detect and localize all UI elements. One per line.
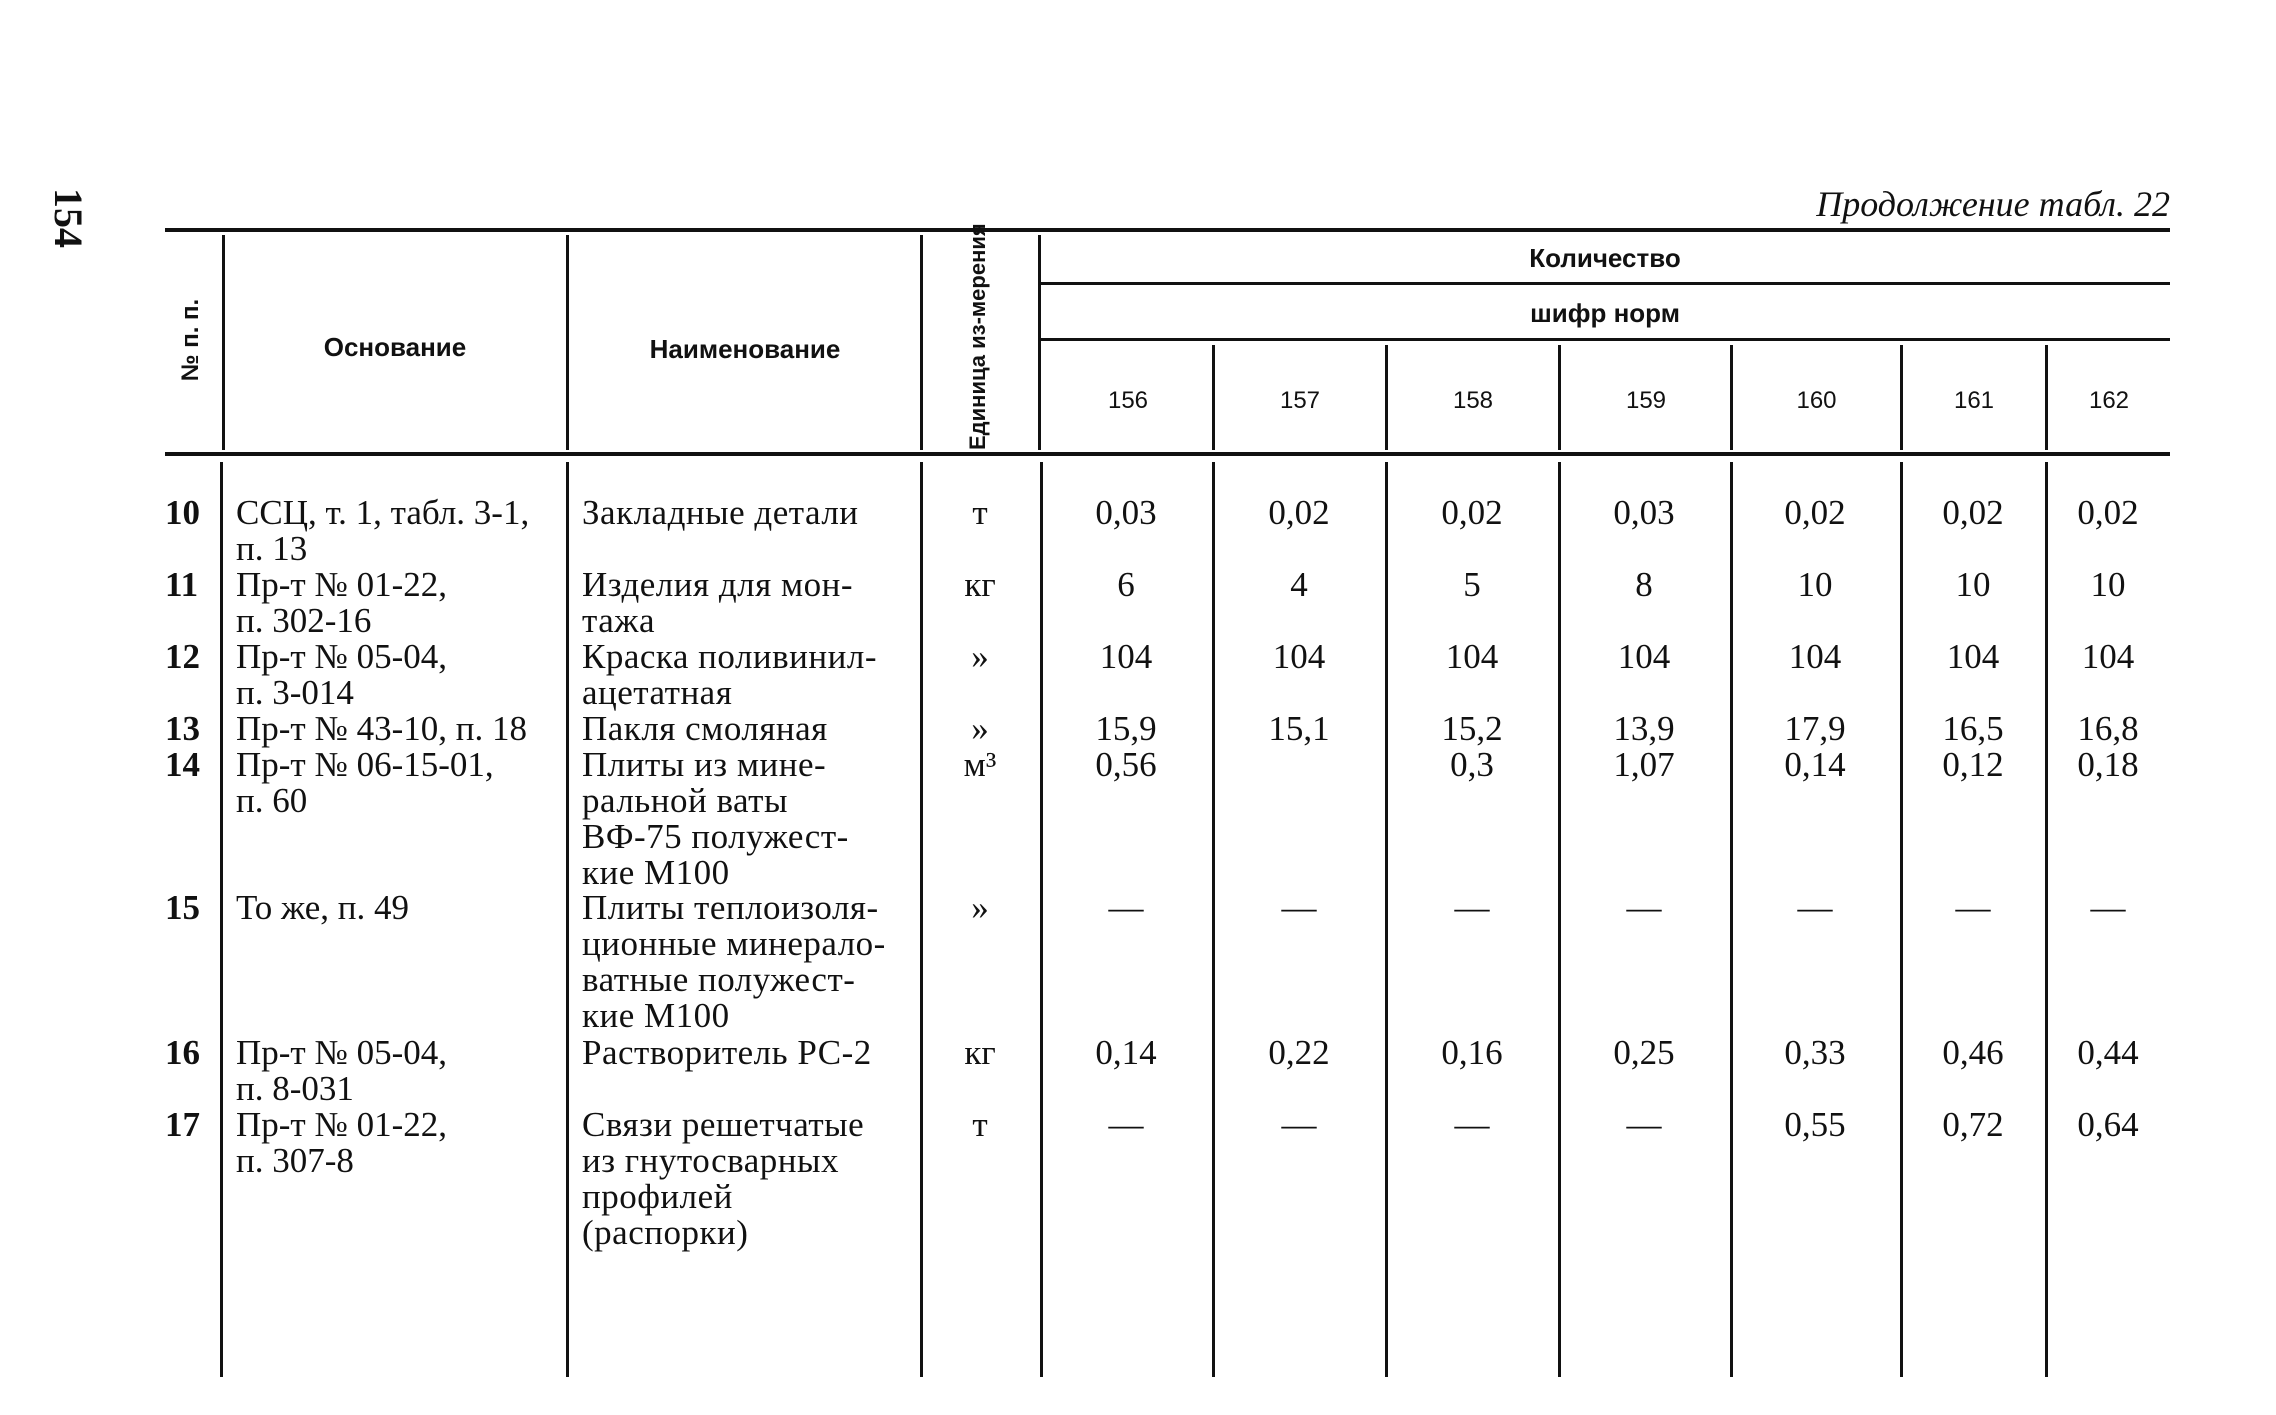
top-rule	[165, 228, 2170, 232]
unit-cell: т	[972, 1105, 988, 1144]
value-cell: 0,33	[1784, 1033, 1846, 1072]
value-cell: —	[1281, 888, 1317, 927]
basis-line: Пр-т № 06-15-01,	[236, 745, 494, 784]
value-cell: 104	[1946, 637, 2000, 676]
unit-cell: »	[971, 888, 989, 927]
value-cell: 0,46	[1942, 1033, 2004, 1072]
unit-cell: м³	[963, 745, 997, 784]
value-cell: 16,8	[2077, 709, 2139, 748]
basis-line: п. 302-16	[236, 601, 372, 640]
value-cell: 104	[1788, 637, 1842, 676]
unit-cell: »	[971, 637, 989, 676]
value-cell: 15,1	[1268, 709, 1330, 748]
basis-line: То же, п. 49	[236, 888, 409, 927]
col-divider	[1558, 462, 1561, 1377]
value-cell: 0,02	[1268, 493, 1330, 532]
header-num: № п. п.	[177, 298, 204, 382]
basis-line: Пр-т № 01-22,	[236, 1105, 448, 1144]
value-cell: 104	[1445, 637, 1499, 676]
value-cell: 104	[1617, 637, 1671, 676]
unit-cell: »	[971, 709, 989, 748]
value-cell: 16,5	[1942, 709, 2004, 748]
header-basis: Основание	[323, 332, 467, 362]
unit-cell: т	[972, 493, 988, 532]
header-bottom-rule	[165, 452, 2170, 456]
header-unit: Единица из-мерения	[965, 223, 990, 450]
name-line: (распорки)	[582, 1213, 749, 1252]
name-line: Растворитель РС-2	[582, 1033, 872, 1072]
row-number: 15	[165, 888, 200, 927]
name-line: из гнутосварных	[582, 1141, 839, 1180]
value-cell: 0,14	[1784, 745, 1846, 784]
value-cell: 17,9	[1784, 709, 1846, 748]
name-line: Связи решетчатые	[582, 1105, 865, 1144]
basis-line: Пр-т № 01-22,	[236, 565, 448, 604]
value-cell: 0,22	[1268, 1033, 1330, 1072]
value-cell: 0,44	[2077, 1033, 2139, 1072]
col-divider	[566, 462, 569, 1377]
name-line: ральной ваты	[582, 781, 788, 820]
row-number: 17	[165, 1105, 200, 1144]
norms-rule	[1040, 338, 2170, 341]
code-156: 156	[1107, 387, 1149, 414]
value-cell: 0,02	[1441, 493, 1503, 532]
col-divider	[566, 235, 569, 450]
value-cell: 0,3	[1450, 745, 1494, 784]
value-cell: —	[1626, 1105, 1662, 1144]
value-cell: 0,02	[2077, 493, 2139, 532]
col-divider	[920, 235, 923, 450]
basis-line: Пр-т № 05-04,	[236, 637, 448, 676]
basis-line: п. 60	[236, 781, 308, 820]
value-cell: 0,12	[1942, 745, 2004, 784]
unit-cell: кг	[964, 1033, 996, 1072]
value-cell: 0,14	[1095, 1033, 1157, 1072]
name-line: Плиты теплоизоля-	[582, 888, 879, 927]
row-number: 11	[165, 565, 199, 604]
value-cell: 104	[2081, 637, 2135, 676]
value-cell: —	[2090, 888, 2126, 927]
col-divider	[1730, 462, 1733, 1377]
value-cell: 15,9	[1095, 709, 1157, 748]
value-cell: —	[1626, 888, 1662, 927]
value-cell: 15,2	[1441, 709, 1503, 748]
value-cell: 104	[1272, 637, 1326, 676]
basis-line: п. 8-031	[236, 1069, 354, 1108]
basis-line: п. 307-8	[236, 1141, 354, 1180]
value-cell: 1,07	[1613, 745, 1675, 784]
basis-line: Пр-т № 05-04,	[236, 1033, 448, 1072]
row-number: 10	[165, 493, 200, 532]
value-cell: —	[1454, 888, 1490, 927]
name-line: ционные минерало-	[582, 924, 886, 963]
value-cell: 13,9	[1613, 709, 1675, 748]
value-cell: —	[1454, 1105, 1490, 1144]
name-line: кие М100	[582, 996, 730, 1035]
value-cell: 10	[1797, 565, 1833, 604]
basis-line: п. 13	[236, 529, 308, 568]
col-divider	[1040, 462, 1043, 1377]
value-cell: 0,64	[2077, 1105, 2139, 1144]
code-160: 160	[1796, 387, 1837, 414]
quantity-rule	[1040, 282, 2170, 285]
code-158: 158	[1452, 387, 1494, 414]
value-cell: 8	[1635, 565, 1653, 604]
row-number: 14	[165, 745, 200, 784]
header-name: Наименование	[649, 334, 841, 364]
name-line: ацетатная	[582, 673, 733, 712]
value-cell: 0,55	[1784, 1105, 1846, 1144]
header-norms-code: шифр норм	[1530, 298, 1680, 328]
value-cell: —	[1281, 1105, 1317, 1144]
value-cell: 0,02	[1942, 493, 2004, 532]
value-cell: 6	[1117, 565, 1135, 604]
value-cell: 10	[1955, 565, 1991, 604]
value-cell: —	[1108, 888, 1144, 927]
code-157: 157	[1279, 387, 1321, 414]
value-cell: 5	[1463, 565, 1481, 604]
name-line: Закладные детали	[582, 493, 859, 532]
name-line: тажа	[582, 601, 655, 640]
row-number: 16	[165, 1033, 200, 1072]
name-line: Плиты из мине-	[582, 745, 827, 784]
value-cell: 0,18	[2077, 745, 2139, 784]
name-line: ватные полужест-	[582, 960, 856, 999]
value-cell: 0,02	[1784, 493, 1846, 532]
row-number: 13	[165, 709, 200, 748]
value-cell: 4	[1290, 565, 1308, 604]
name-line: Краска поливинил-	[582, 637, 877, 676]
col-divider	[1385, 462, 1388, 1377]
basis-line: ССЦ, т. 1, табл. 3-1,	[236, 493, 530, 532]
code-162: 162	[2088, 387, 2130, 414]
value-cell: —	[1955, 888, 1991, 927]
code-161: 161	[1953, 387, 1995, 414]
name-line: кие М100	[582, 853, 730, 892]
page-number: 154	[46, 188, 91, 248]
value-cell: 0,72	[1942, 1105, 2004, 1144]
name-line: Изделия для мон-	[582, 565, 854, 604]
value-cell: 0,03	[1095, 493, 1157, 532]
value-cell: —	[1108, 1105, 1144, 1144]
value-cell: 0,03	[1613, 493, 1675, 532]
name-line: профилей	[582, 1177, 733, 1216]
value-cell: 10	[2090, 565, 2126, 604]
value-cell: 104	[1099, 637, 1153, 676]
name-line: ВФ-75 полужест-	[582, 817, 849, 856]
col-divider	[1212, 462, 1215, 1377]
basis-line: Пр-т № 43-10, п. 18	[236, 709, 528, 748]
unit-cell: кг	[964, 565, 996, 604]
basis-line: п. 3-014	[236, 673, 354, 712]
col-divider	[920, 462, 923, 1377]
value-cell: 0,56	[1095, 745, 1157, 784]
table-caption: Продолжение табл. 22	[1816, 184, 2170, 224]
name-line: Пакля смоляная	[582, 709, 828, 748]
value-cell: 0,25	[1613, 1033, 1675, 1072]
value-cell: 0,16	[1441, 1033, 1503, 1072]
header-quantity: Количество	[1529, 243, 1681, 273]
value-cell: —	[1797, 888, 1833, 927]
row-number: 12	[165, 637, 200, 676]
col-divider	[220, 462, 223, 1377]
code-159: 159	[1625, 387, 1667, 414]
